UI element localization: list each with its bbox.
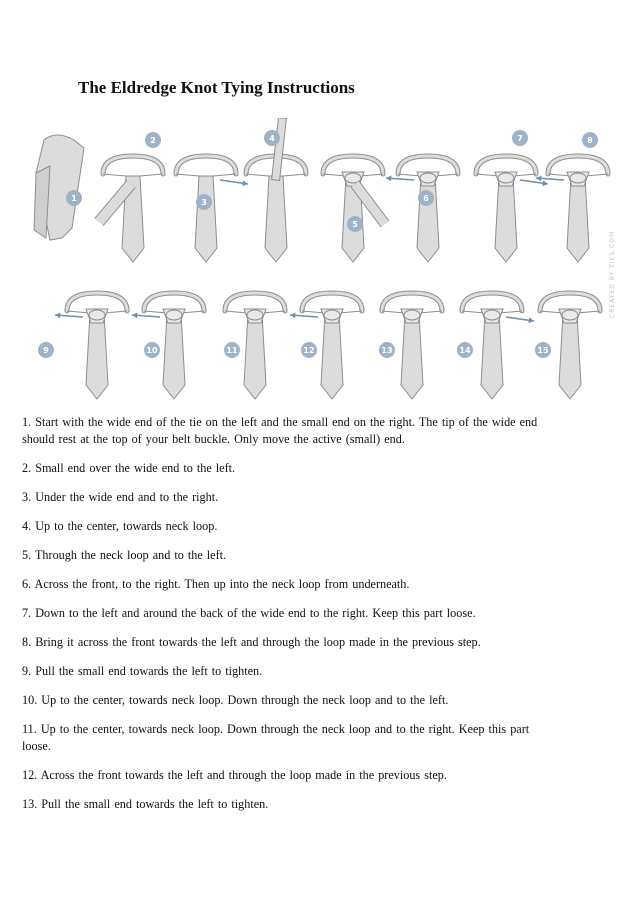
step-number-badge — [457, 342, 473, 358]
svg-text:11: 11 — [226, 346, 238, 355]
tie-step-figure — [132, 293, 204, 399]
tie-step-figure — [99, 156, 163, 262]
arrow-icon — [386, 176, 414, 182]
step-number-badge — [38, 342, 54, 358]
wide-tie-icon — [163, 313, 185, 399]
tie-step-figure — [176, 156, 248, 262]
instruction-step: 1. Start with the wide end of the tie on the left and the small end on the right. The tip of the wide end should rest at the top of your belt buckle. Only move the active (small) end. — [22, 415, 538, 446]
wide-tie-icon — [559, 313, 581, 399]
knot-illustration — [22, 118, 618, 408]
step-number-badge — [144, 342, 160, 358]
arrow-icon — [132, 313, 160, 319]
arrow-icon — [536, 176, 564, 182]
instruction-step: 6. Across the front, to the right. Then up into the neck loop from underneath. — [22, 577, 410, 591]
wide-tie-icon — [244, 313, 266, 399]
svg-text:10: 10 — [146, 346, 158, 355]
instruction-list — [22, 414, 552, 825]
step-number-badge — [224, 342, 240, 358]
page-title: The Eldredge Knot Tying Instructions — [78, 78, 355, 97]
tie-step-figure — [462, 293, 534, 399]
tie-step-figure — [34, 135, 84, 240]
svg-text:15: 15 — [537, 346, 549, 355]
step-number-badge — [347, 216, 363, 232]
step-number-badge — [512, 130, 528, 146]
svg-text:9: 9 — [43, 346, 49, 355]
svg-text:6: 6 — [423, 194, 429, 203]
instruction-step: 13. Pull the small end towards the left to tighten. — [22, 797, 269, 811]
arrow-icon — [520, 180, 548, 186]
step-number-badge — [535, 342, 551, 358]
step-number-badge — [582, 132, 598, 148]
svg-text:8: 8 — [587, 136, 593, 145]
step-number-badge — [301, 342, 317, 358]
svg-text:3: 3 — [201, 198, 207, 207]
wide-tie-icon — [265, 176, 287, 262]
wide-tie-icon — [401, 313, 423, 399]
watermark: CREATED BY TIES.COM — [609, 230, 616, 318]
tie-step-figure — [323, 156, 385, 262]
wide-tie-icon — [567, 176, 589, 262]
arrow-icon — [506, 317, 534, 323]
step-number-badge — [196, 194, 212, 210]
wide-tie-icon — [195, 176, 217, 262]
instruction-step: 4. Up to the center, towards neck loop. — [22, 519, 218, 533]
svg-text:5: 5 — [352, 220, 358, 229]
instruction-step: 10. Up to the center, towards neck loop. Down through the neck loop and to the left. — [22, 693, 449, 707]
wide-tie-icon — [321, 313, 343, 399]
instruction-step: 12. Across the front towards the left and through the loop made in the previous step. — [22, 768, 447, 782]
wide-tie-icon — [495, 176, 517, 262]
tie-step-figure — [476, 156, 548, 262]
tie-step-figure — [55, 293, 127, 399]
svg-text:1: 1 — [71, 194, 77, 203]
instruction-step: 8. Bring it across the front towards the left and through the loop made in the previous step. — [22, 635, 481, 649]
instruction-step: 3. Under the wide end and to the right. — [22, 490, 219, 504]
step-number-badge — [379, 342, 395, 358]
wide-tie-icon — [417, 176, 439, 262]
knot-steps-diagram — [22, 118, 618, 408]
svg-text:13: 13 — [381, 346, 393, 355]
svg-text:4: 4 — [269, 134, 275, 143]
arrow-icon — [220, 180, 248, 186]
instruction-step: 11. Up to the center, towards neck loop. Down through the neck loop and to the right. Keep this part loose. — [22, 722, 530, 753]
step-number-badge — [418, 190, 434, 206]
step-number-badge — [66, 190, 82, 206]
svg-text:14: 14 — [459, 346, 471, 355]
step-number-badge — [145, 132, 161, 148]
instruction-step: 7. Down to the left and around the back of the wide end to the right. Keep this part loose. — [22, 606, 476, 620]
step-number-badge — [264, 130, 280, 146]
svg-text:2: 2 — [150, 136, 156, 145]
svg-text:7: 7 — [517, 134, 523, 143]
svg-text:12: 12 — [303, 346, 315, 355]
instruction-step: 5. Through the neck loop and to the left. — [22, 548, 227, 562]
arrow-icon — [290, 313, 318, 319]
wide-tie-icon — [481, 313, 503, 399]
tie-step-figure — [290, 293, 362, 399]
wide-tie-icon — [86, 313, 108, 399]
tie-step-figure — [386, 156, 458, 262]
instruction-step: 9. Pull the small end towards the left to tighten. — [22, 664, 263, 678]
tie-step-figure — [536, 156, 608, 262]
arrow-icon — [55, 313, 83, 319]
instruction-step: 2. Small end over the wide end to the left. — [22, 461, 236, 475]
